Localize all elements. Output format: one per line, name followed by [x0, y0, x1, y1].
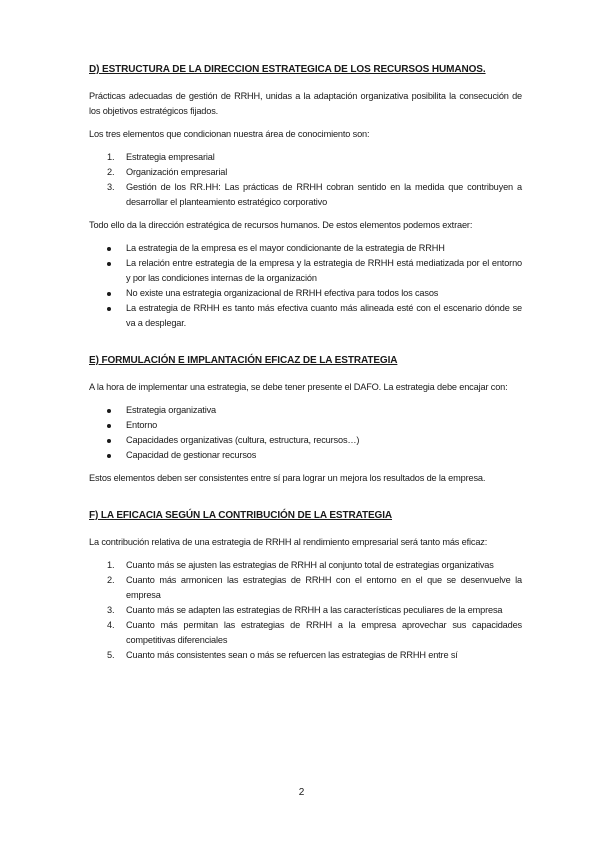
list-item: 4. Cuanto más permitan las estrategias de RRHH a la empresa aprovechar sus capacidades competitivas diferenciales: [107, 620, 522, 645]
list-item: 3. Cuanto más se adapten las estrategias de RRHH a las características peculiares de la empresa: [107, 605, 503, 615]
bullet-icon: [107, 307, 111, 311]
section-e-paragraph: A la hora de implementar una estrategia, se debe tener presente el DAFO. La estrategia debe encajar con:: [89, 382, 508, 392]
bullet-icon: [107, 424, 111, 428]
list-item: La relación entre estrategia de la empresa y la estrategia de RRHH está mediatizada por el entorno y por las condiciones internas de la organización: [89, 256, 522, 286]
list-item: 2. Cuanto más armonicen las estrategias de RRHH con el entorno en el que se desenvuelve la empresa: [107, 575, 522, 600]
bullet-icon: [107, 262, 111, 266]
bullet-icon: [107, 247, 111, 251]
list-item: No existe una estrategia organizacional de RRHH efectiva para todos los casos: [89, 286, 522, 301]
list-item: 3. Gestión de los RR.HH: Las prácticas de RRHH cobran sentido en la medida que contribuyen a desarrollar el planteamiento estratégico corporativo: [107, 182, 522, 207]
section-f-heading: F) LA EFICACIA SEGÚN LA CONTRIBUCIÓN DE LA ESTRATEGIA: [89, 510, 393, 521]
list-item: La estrategia de la empresa es el mayor condicionante de la estrategia de RRHH: [89, 241, 522, 256]
list-item: Estrategia organizativa: [89, 403, 522, 418]
bullet-icon: [107, 454, 111, 458]
section-d-paragraph: Los tres elementos que condicionan nuestra área de conocimiento son:: [89, 129, 370, 139]
section-d-bullet-list: [89, 241, 522, 331]
list-item: 1. Estrategia empresarial: [107, 152, 215, 162]
bullet-icon: [107, 439, 111, 443]
section-d-paragraph: Todo ello da la dirección estratégica de recursos humanos. De estos elementos podemos extraer:: [89, 220, 473, 230]
list-item: Capacidad de gestionar recursos: [89, 448, 522, 463]
page-content: [89, 64, 522, 671]
section-e-paragraph: Estos elementos deben ser consistentes entre sí para lograr un mejora los resultados de la empresa.: [89, 473, 486, 483]
section-d-paragraph: Prácticas adecuadas de gestión de RRHH, unidas a la adaptación organizativa posibilita la consecución de los objetivos estratégicos fijados.: [89, 91, 522, 116]
section-e-heading: E) FORMULACIÓN E IMPLANTACIÓN EFICAZ DE LA ESTRATEGIA: [89, 355, 398, 366]
list-item: 1. Cuanto más se ajusten las estrategias de RRHH al conjunto total de estrategias organizativas: [107, 560, 494, 570]
bullet-icon: [107, 292, 111, 296]
section-d-numbered-list: [89, 150, 522, 210]
list-item: Capacidades organizativas (cultura, estructura, recursos…): [89, 433, 522, 448]
list-item: 2. Organización empresarial: [107, 167, 228, 177]
page-number: 2: [298, 787, 305, 798]
section-f-numbered-list: [89, 558, 522, 663]
list-item: 5. Cuanto más consistentes sean o más se refuercen las estrategias de RRHH entre sí: [107, 650, 458, 660]
section-f-paragraph: La contribución relativa de una estrategia de RRHH al rendimiento empresarial será tanto más eficaz:: [89, 537, 488, 547]
section-d-heading: D) ESTRUCTURA DE LA DIRECCION ESTRATEGICA DE LOS RECURSOS HUMANOS.: [89, 64, 486, 75]
list-item: La estrategia de RRHH es tanto más efectiva cuanto más alineada esté con el escenario dónde se va a desplegar.: [89, 301, 522, 331]
list-item: Entorno: [89, 418, 522, 433]
section-e-bullet-list: [89, 403, 522, 463]
bullet-icon: [107, 409, 111, 413]
